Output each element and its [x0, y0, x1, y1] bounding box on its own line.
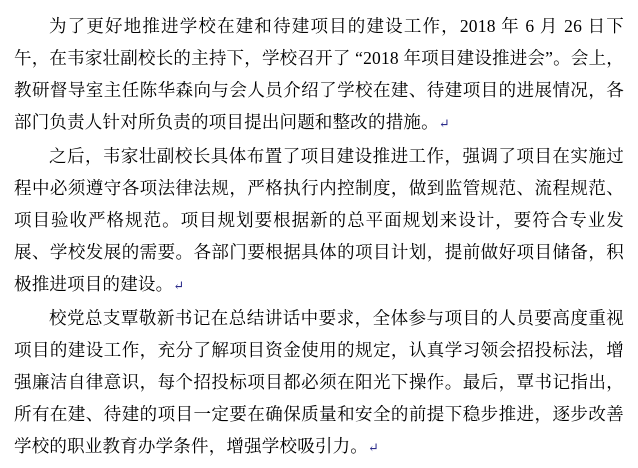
- paragraph-1: [14, 10, 624, 140]
- pilcrow-mark-3: ↵: [368, 440, 380, 455]
- pilcrow-mark-1: ↵: [438, 116, 450, 131]
- paragraph-2-text: 之后，韦家壮副校长具体布置了项目建设推进工作，强调了项目在实施过程中必须遵守各项法律法规，严格执行内控制度，做到监管规范、流程规范、项目验收严格规范。项目规划要根据新的总平面规划来设计，要符合专业发展、学校发展的需要。各部门要根据具体的项目计划，提前做好项目储备，积极推进项目的建设。: [14, 146, 624, 294]
- paragraph-1-text: 为了更好地推进学校在建和待建项目的建设工作，2018 年 6 月 26 日下午，在韦家壮副校长的主持下，学校召开了 “2018 年项目建设推进会”。会上，教研督导室主任陈华森向与会人员介绍了学校在建、待建项目的进展情况，各部门负责人针对所负责的项目提出问题和整改的措施。: [14, 16, 624, 132]
- paragraph-3: [14, 302, 624, 464]
- paragraph-2: [14, 140, 624, 302]
- pilcrow-mark-2: ↵: [173, 278, 185, 293]
- paragraph-3-text: 校党总支覃敬新书记在总结讲话中要求，全体参与项目的人员要高度重视项目的建设工作，充分了解项目资金使用的规定，认真学习领会招投标法，增强廉洁自律意识，每个招投标项目都必须在阳光下操作。最后，覃书记指出，所有在建、待建的项目一定要在确保质量和安全的前提下稳步推进，逐步改善学校的职业教育办学条件，增强学校吸引力。: [14, 308, 624, 456]
